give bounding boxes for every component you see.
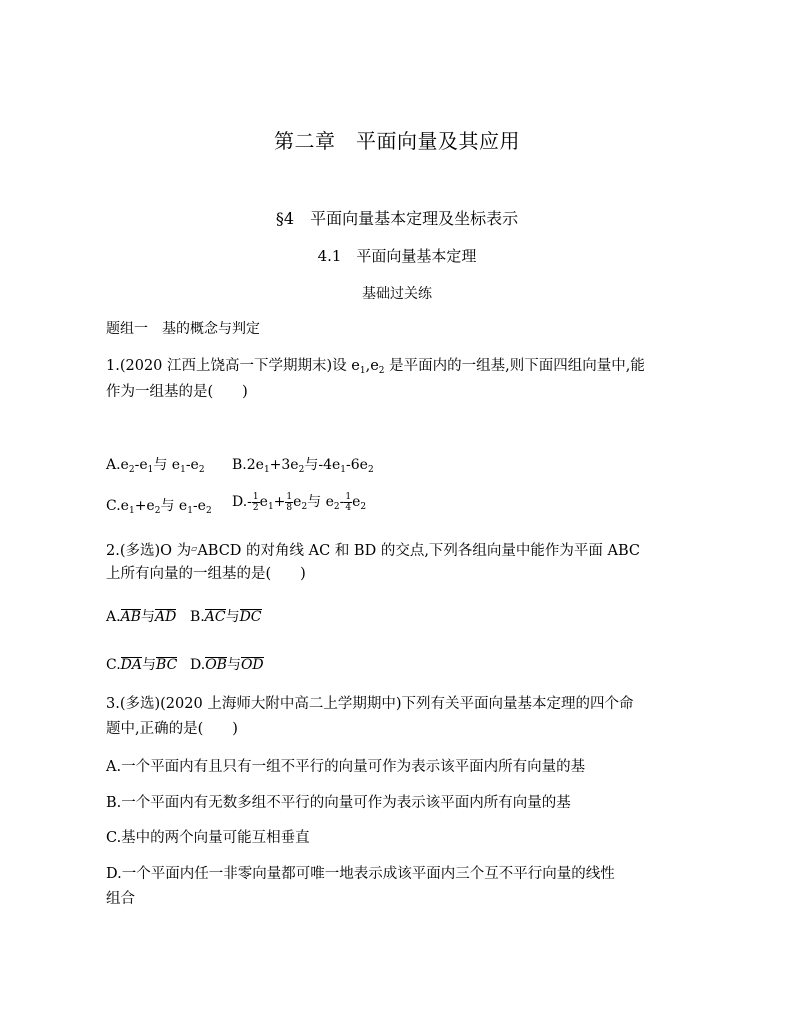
q3-option-c: C.基中的两个向量可能互相垂直 — [106, 830, 310, 846]
q2-option-a: A.AB与AD — [106, 609, 177, 625]
vector-ad: AD — [154, 609, 177, 625]
q1-option-c: $C.e_1+e_2$与 $e_1-e_2$ — [106, 498, 212, 516]
q3-option-d-line2: 组合 — [106, 891, 135, 907]
q3-option-b: B.一个平面内有无数多组不平行的向量可作为表示该平面内所有向量的基 — [106, 795, 571, 811]
vector-ab: AB — [120, 609, 141, 625]
q3-line2: 题中,正确的是( ) — [106, 721, 238, 737]
fraction: $\frac{1}{4}$ — [345, 491, 352, 513]
q2-option-b: B.AC与DC — [190, 609, 262, 625]
vector-ac: AC — [204, 609, 226, 625]
q1-line2: 作为一组基的是( ) — [106, 384, 248, 400]
q3-option-a: A.一个平面内有且只有一组不平行的向量可作为表示该平面内所有向量的基 — [106, 759, 586, 775]
subsection-title: 4.1 平面向量基本定理 — [317, 247, 477, 265]
q3-line1: 3.(多选)(2020 上海师大附中高二上学期期中)下列有关平面向量基本定理的四个命 — [106, 696, 634, 712]
section-title: §4 平面向量基本定理及坐标表示 — [275, 209, 519, 228]
q2-option-c: C.DA与BC — [106, 657, 178, 673]
q2-line2: 上所有向量的一组基的是( ) — [106, 566, 306, 582]
vector-od: OD — [240, 657, 264, 673]
vector-ob: OB — [205, 657, 227, 673]
group-title: 题组一 基的概念与判定 — [106, 321, 260, 337]
q1-option-a: $A.e_2-e_1$与 $e_1-e_2$ — [106, 457, 205, 475]
vector-dc: DC — [239, 609, 262, 625]
q3-option-d-line1: D.一个平面内任一非零向量都可唯一地表示成该平面内三个互不平行向量的线性 — [106, 866, 615, 882]
q1-option-d: D.- $\frac{1}{2}$ $e_1+$ $\frac{1}{8}$ $e_2$与 $e_2-$ $\frac{1}{4}$ $e_2$ — [232, 491, 367, 513]
q1-line1: 1.(2020 江西上饶高一下学期期末)设 $e_1,e_2$ 是平面内的一组基,则下面四组向量中,能 — [106, 358, 645, 376]
fraction: $\frac{1}{8}$ — [286, 491, 293, 513]
vector-bc: BC — [156, 657, 178, 673]
q2-option-d: D.OB与OD — [190, 657, 264, 673]
chapter-title: 第二章 平面向量及其应用 — [274, 129, 520, 153]
fraction: $\frac{1}{2}$ — [252, 491, 259, 513]
vector-da: DA — [120, 657, 143, 673]
parallelogram-icon: ▱ — [191, 544, 198, 553]
q1-option-b: $B.2e_1+3e_2$与$-4e_1-6e_2$ — [232, 457, 374, 475]
q2-line1: 2.(多选)O 为▱ABCD 的对角线 AC 和 BD 的交点,下列各组向量中能作为平面 ABC — [106, 543, 641, 559]
practice-label: 基础过关练 — [362, 286, 432, 302]
